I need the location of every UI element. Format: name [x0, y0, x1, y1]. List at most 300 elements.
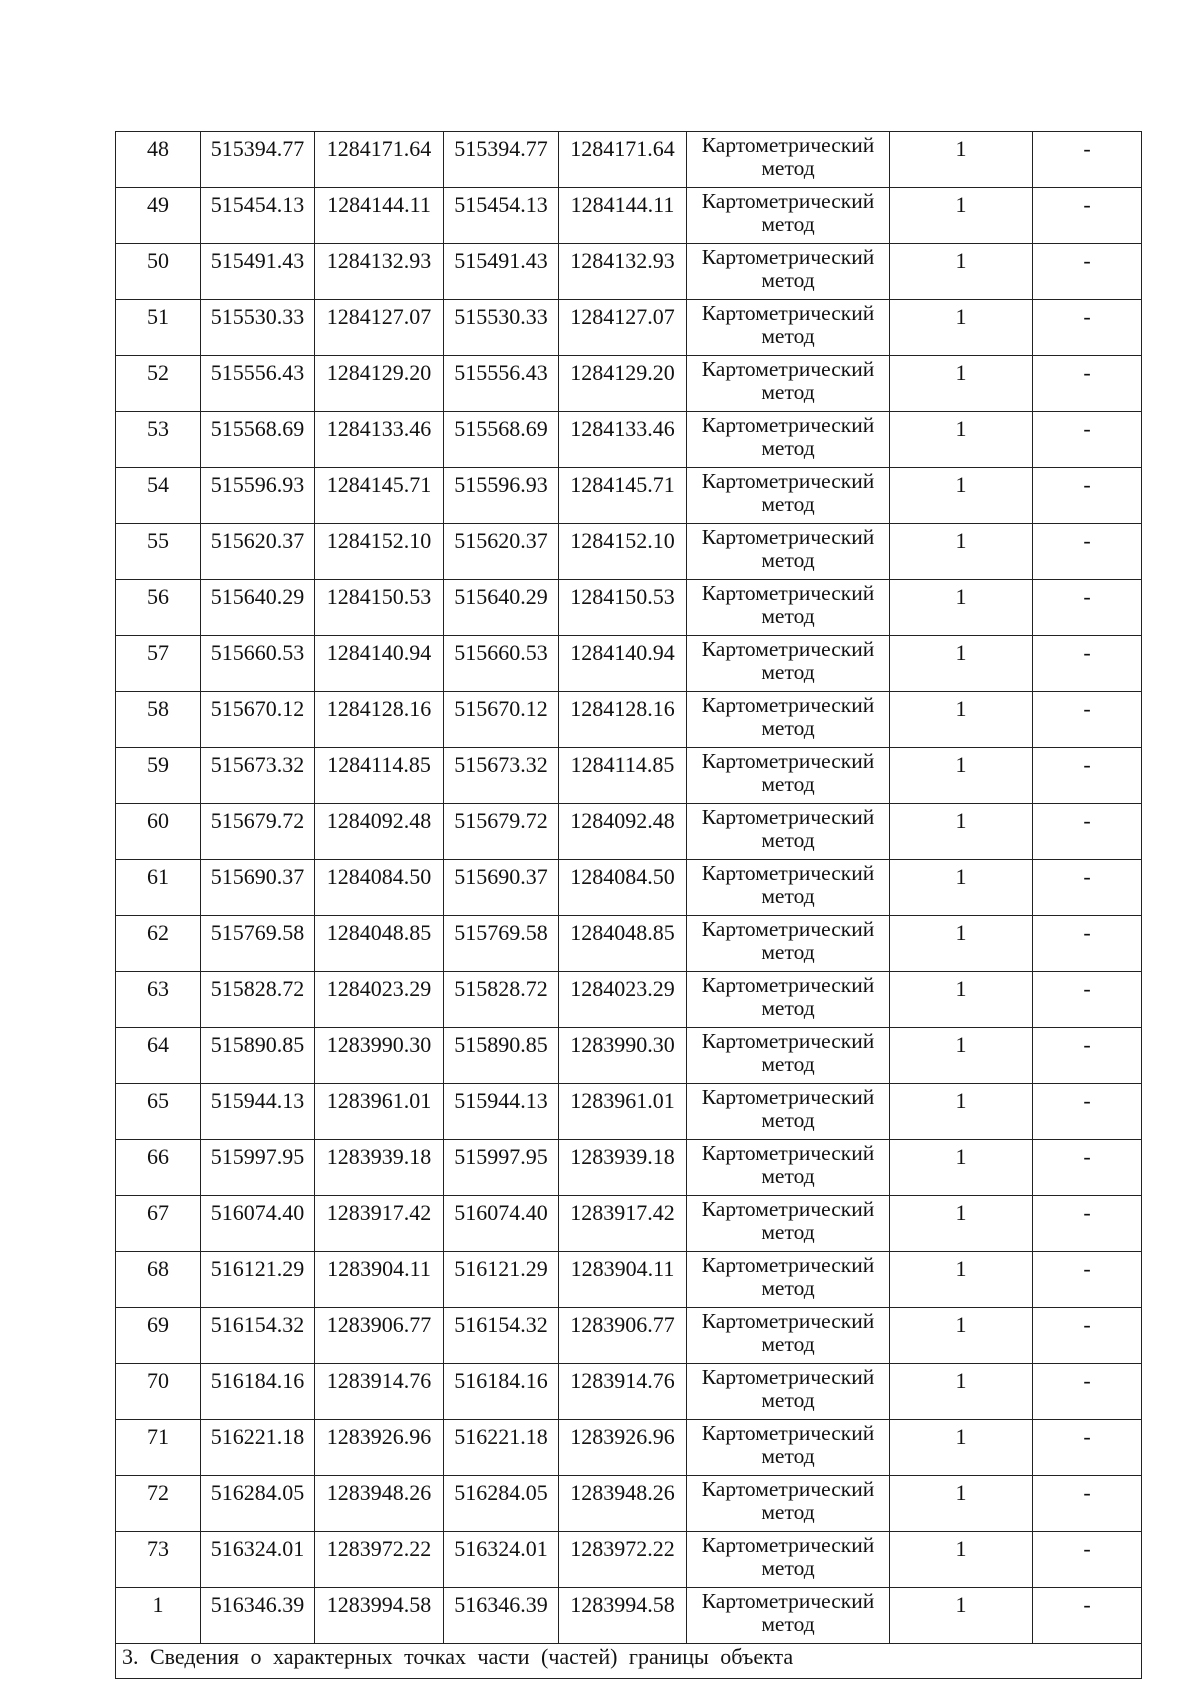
accuracy-cell: 1: [890, 1420, 1033, 1476]
point-number-cell: 49: [116, 188, 201, 244]
method-text: метод: [761, 1220, 815, 1244]
note-cell: -: [1033, 356, 1142, 412]
refined-x-cell: 515670.12: [444, 692, 559, 748]
existing-y-cell: 1284084.50: [315, 860, 444, 916]
existing-y-cell: 1284145.71: [315, 468, 444, 524]
existing-y-cell: 1284129.20: [315, 356, 444, 412]
point-number-cell: 65: [116, 1084, 201, 1140]
table-row: [116, 1084, 1142, 1140]
existing-x-cell: 516324.01: [201, 1532, 315, 1588]
method-cell: [687, 1476, 890, 1532]
refined-x-cell: 516184.16: [444, 1364, 559, 1420]
method-text: Картометрический: [701, 917, 875, 941]
refined-y-cell: 1283990.30: [559, 1028, 687, 1084]
note-cell: -: [1033, 916, 1142, 972]
table-row: [116, 692, 1142, 748]
table-row: [116, 1476, 1142, 1532]
method-text: Картометрический: [701, 749, 875, 773]
method-cell: [687, 804, 890, 860]
refined-x-cell: 516324.01: [444, 1532, 559, 1588]
point-number-cell: 67: [116, 1196, 201, 1252]
note-cell: -: [1033, 1028, 1142, 1084]
existing-x-cell: 516121.29: [201, 1252, 315, 1308]
method-cell: [687, 468, 890, 524]
refined-x-cell: 515828.72: [444, 972, 559, 1028]
accuracy-cell: 1: [890, 1532, 1033, 1588]
table-row: [116, 1140, 1142, 1196]
refined-x-cell: 515530.33: [444, 300, 559, 356]
refined-x-cell: 515454.13: [444, 188, 559, 244]
table-row: [116, 188, 1142, 244]
method-cell: [687, 916, 890, 972]
existing-x-cell: 515556.43: [201, 356, 315, 412]
method-text: Картометрический: [701, 1141, 875, 1165]
accuracy-cell: 1: [890, 1140, 1033, 1196]
note-cell: -: [1033, 188, 1142, 244]
table-row: [116, 636, 1142, 692]
refined-y-cell: 1284144.11: [559, 188, 687, 244]
point-number-cell: 50: [116, 244, 201, 300]
refined-y-cell: 1283914.76: [559, 1364, 687, 1420]
accuracy-cell: 1: [890, 468, 1033, 524]
method-text: Картометрический: [701, 469, 875, 493]
method-text: метод: [761, 940, 815, 964]
point-number-cell: 51: [116, 300, 201, 356]
point-number-cell: 72: [116, 1476, 201, 1532]
existing-x-cell: 515679.72: [201, 804, 315, 860]
note-cell: -: [1033, 1532, 1142, 1588]
refined-y-cell: 1283926.96: [559, 1420, 687, 1476]
existing-y-cell: 1284092.48: [315, 804, 444, 860]
point-number-cell: 55: [116, 524, 201, 580]
accuracy-cell: 1: [890, 1364, 1033, 1420]
method-text: метод: [761, 156, 815, 180]
method-text: метод: [761, 1164, 815, 1188]
method-cell: [687, 356, 890, 412]
table-row: [116, 1364, 1142, 1420]
method-text: метод: [761, 212, 815, 236]
method-cell: [687, 748, 890, 804]
note-cell: -: [1033, 244, 1142, 300]
method-text: Картометрический: [701, 1421, 875, 1445]
point-number-cell: 64: [116, 1028, 201, 1084]
refined-y-cell: 1283961.01: [559, 1084, 687, 1140]
note-cell: -: [1033, 412, 1142, 468]
method-cell: [687, 1028, 890, 1084]
method-cell: [687, 188, 890, 244]
refined-x-cell: 515890.85: [444, 1028, 559, 1084]
refined-y-cell: 1283904.11: [559, 1252, 687, 1308]
note-cell: -: [1033, 524, 1142, 580]
method-cell: [687, 692, 890, 748]
method-text: Картометрический: [701, 1589, 875, 1613]
existing-x-cell: 515944.13: [201, 1084, 315, 1140]
table-body: [116, 132, 1142, 1644]
method-text: метод: [761, 1108, 815, 1132]
point-number-cell: 62: [116, 916, 201, 972]
accuracy-cell: 1: [890, 1252, 1033, 1308]
method-text: метод: [761, 1612, 815, 1636]
existing-x-cell: 515660.53: [201, 636, 315, 692]
existing-y-cell: 1283972.22: [315, 1532, 444, 1588]
method-text: Картометрический: [701, 357, 875, 381]
accuracy-cell: 1: [890, 636, 1033, 692]
method-text: Картометрический: [701, 1533, 875, 1557]
refined-y-cell: 1284133.46: [559, 412, 687, 468]
refined-x-cell: 516346.39: [444, 1588, 559, 1644]
existing-x-cell: 515530.33: [201, 300, 315, 356]
existing-y-cell: 1283990.30: [315, 1028, 444, 1084]
note-cell: -: [1033, 1252, 1142, 1308]
refined-x-cell: 515997.95: [444, 1140, 559, 1196]
table-row: [116, 1028, 1142, 1084]
existing-y-cell: 1283948.26: [315, 1476, 444, 1532]
method-text: метод: [761, 268, 815, 292]
accuracy-cell: 1: [890, 1196, 1033, 1252]
refined-x-cell: 515394.77: [444, 132, 559, 188]
section-heading-row: [116, 1644, 1142, 1679]
accuracy-cell: 1: [890, 1028, 1033, 1084]
existing-y-cell: 1283926.96: [315, 1420, 444, 1476]
note-cell: -: [1033, 1308, 1142, 1364]
method-cell: [687, 244, 890, 300]
existing-y-cell: 1283904.11: [315, 1252, 444, 1308]
refined-x-cell: 515673.32: [444, 748, 559, 804]
method-text: метод: [761, 716, 815, 740]
refined-y-cell: 1284150.53: [559, 580, 687, 636]
point-number-cell: 59: [116, 748, 201, 804]
method-text: метод: [761, 324, 815, 348]
method-text: метод: [761, 1388, 815, 1412]
method-text: Картометрический: [701, 973, 875, 997]
accuracy-cell: 1: [890, 1476, 1033, 1532]
table-row: [116, 1308, 1142, 1364]
method-text: Картометрический: [701, 637, 875, 661]
existing-y-cell: 1283906.77: [315, 1308, 444, 1364]
existing-x-cell: 515568.69: [201, 412, 315, 468]
point-number-cell: 63: [116, 972, 201, 1028]
existing-y-cell: 1284152.10: [315, 524, 444, 580]
method-cell: [687, 1364, 890, 1420]
refined-x-cell: 516284.05: [444, 1476, 559, 1532]
refined-x-cell: 515491.43: [444, 244, 559, 300]
existing-x-cell: 515890.85: [201, 1028, 315, 1084]
refined-x-cell: 515556.43: [444, 356, 559, 412]
method-text: метод: [761, 1556, 815, 1580]
point-number-cell: 69: [116, 1308, 201, 1364]
method-text: метод: [761, 1444, 815, 1468]
existing-y-cell: 1284114.85: [315, 748, 444, 804]
existing-x-cell: 516154.32: [201, 1308, 315, 1364]
refined-x-cell: 515620.37: [444, 524, 559, 580]
existing-x-cell: 515454.13: [201, 188, 315, 244]
existing-x-cell: 515620.37: [201, 524, 315, 580]
table-row: [116, 468, 1142, 524]
existing-y-cell: 1284048.85: [315, 916, 444, 972]
method-text: метод: [761, 604, 815, 628]
table-row: [116, 916, 1142, 972]
method-text: Картометрический: [701, 1477, 875, 1501]
note-cell: -: [1033, 300, 1142, 356]
note-cell: -: [1033, 1084, 1142, 1140]
existing-y-cell: 1283917.42: [315, 1196, 444, 1252]
point-number-cell: 58: [116, 692, 201, 748]
method-text: метод: [761, 772, 815, 796]
table-row: [116, 860, 1142, 916]
accuracy-cell: 1: [890, 132, 1033, 188]
refined-y-cell: 1284128.16: [559, 692, 687, 748]
table-row: [116, 1420, 1142, 1476]
refined-y-cell: 1284145.71: [559, 468, 687, 524]
method-cell: [687, 1196, 890, 1252]
existing-y-cell: 1283994.58: [315, 1588, 444, 1644]
coordinates-table: [115, 131, 1142, 1679]
accuracy-cell: 1: [890, 244, 1033, 300]
refined-y-cell: 1283917.42: [559, 1196, 687, 1252]
refined-y-cell: 1283994.58: [559, 1588, 687, 1644]
note-cell: -: [1033, 1364, 1142, 1420]
accuracy-cell: 1: [890, 1588, 1033, 1644]
refined-y-cell: 1283939.18: [559, 1140, 687, 1196]
existing-x-cell: 515596.93: [201, 468, 315, 524]
table-row: [116, 1532, 1142, 1588]
refined-y-cell: 1284140.94: [559, 636, 687, 692]
note-cell: -: [1033, 1196, 1142, 1252]
existing-x-cell: 515491.43: [201, 244, 315, 300]
note-cell: -: [1033, 636, 1142, 692]
method-text: Картометрический: [701, 1309, 875, 1333]
method-text: Картометрический: [701, 1197, 875, 1221]
point-number-cell: 57: [116, 636, 201, 692]
accuracy-cell: 1: [890, 804, 1033, 860]
existing-y-cell: 1284127.07: [315, 300, 444, 356]
refined-y-cell: 1284129.20: [559, 356, 687, 412]
point-number-cell: 1: [116, 1588, 201, 1644]
point-number-cell: 56: [116, 580, 201, 636]
method-cell: [687, 1420, 890, 1476]
method-cell: [687, 1140, 890, 1196]
note-cell: -: [1033, 1420, 1142, 1476]
method-text: метод: [761, 1276, 815, 1300]
accuracy-cell: 1: [890, 1084, 1033, 1140]
refined-y-cell: 1283906.77: [559, 1308, 687, 1364]
refined-x-cell: 516154.32: [444, 1308, 559, 1364]
point-number-cell: 53: [116, 412, 201, 468]
existing-x-cell: 515828.72: [201, 972, 315, 1028]
point-number-cell: 71: [116, 1420, 201, 1476]
accuracy-cell: 1: [890, 692, 1033, 748]
note-cell: -: [1033, 1476, 1142, 1532]
accuracy-cell: 1: [890, 1308, 1033, 1364]
point-number-cell: 73: [116, 1532, 201, 1588]
method-cell: [687, 132, 890, 188]
note-cell: -: [1033, 580, 1142, 636]
refined-y-cell: 1284092.48: [559, 804, 687, 860]
existing-y-cell: 1284128.16: [315, 692, 444, 748]
method-text: Картометрический: [701, 301, 875, 325]
method-text: метод: [761, 1332, 815, 1356]
point-number-cell: 66: [116, 1140, 201, 1196]
refined-y-cell: 1283972.22: [559, 1532, 687, 1588]
accuracy-cell: 1: [890, 972, 1033, 1028]
note-cell: -: [1033, 132, 1142, 188]
table-row: [116, 748, 1142, 804]
refined-y-cell: 1284084.50: [559, 860, 687, 916]
accuracy-cell: 1: [890, 412, 1033, 468]
method-text: метод: [761, 380, 815, 404]
method-text: метод: [761, 660, 815, 684]
refined-x-cell: 515568.69: [444, 412, 559, 468]
table-row: [116, 300, 1142, 356]
note-cell: -: [1033, 860, 1142, 916]
method-text: Картометрический: [701, 1029, 875, 1053]
method-cell: [687, 972, 890, 1028]
existing-x-cell: 515769.58: [201, 916, 315, 972]
method-text: Картометрический: [701, 1085, 875, 1109]
table-row: [116, 804, 1142, 860]
accuracy-cell: 1: [890, 916, 1033, 972]
table-row: [116, 1252, 1142, 1308]
accuracy-cell: 1: [890, 356, 1033, 412]
existing-y-cell: 1284023.29: [315, 972, 444, 1028]
refined-x-cell: 515640.29: [444, 580, 559, 636]
existing-y-cell: 1284140.94: [315, 636, 444, 692]
refined-y-cell: 1284023.29: [559, 972, 687, 1028]
note-cell: -: [1033, 468, 1142, 524]
method-cell: [687, 1588, 890, 1644]
accuracy-cell: 1: [890, 188, 1033, 244]
method-text: Картометрический: [701, 189, 875, 213]
refined-y-cell: 1283948.26: [559, 1476, 687, 1532]
refined-x-cell: 515679.72: [444, 804, 559, 860]
table-row: [116, 244, 1142, 300]
point-number-cell: 60: [116, 804, 201, 860]
method-cell: [687, 1532, 890, 1588]
note-cell: -: [1033, 804, 1142, 860]
point-number-cell: 54: [116, 468, 201, 524]
method-text: Картометрический: [701, 525, 875, 549]
method-text: Картометрический: [701, 245, 875, 269]
existing-x-cell: 516221.18: [201, 1420, 315, 1476]
method-cell: [687, 1084, 890, 1140]
existing-y-cell: 1284144.11: [315, 188, 444, 244]
existing-x-cell: 515394.77: [201, 132, 315, 188]
method-text: метод: [761, 492, 815, 516]
method-text: Картометрический: [701, 133, 875, 157]
refined-y-cell: 1284127.07: [559, 300, 687, 356]
refined-y-cell: 1284152.10: [559, 524, 687, 580]
existing-x-cell: 515690.37: [201, 860, 315, 916]
existing-y-cell: 1284132.93: [315, 244, 444, 300]
refined-y-cell: 1284048.85: [559, 916, 687, 972]
note-cell: -: [1033, 972, 1142, 1028]
method-text: Картометрический: [701, 805, 875, 829]
table-row: [116, 1196, 1142, 1252]
existing-x-cell: 515670.12: [201, 692, 315, 748]
point-number-cell: 68: [116, 1252, 201, 1308]
note-cell: -: [1033, 1588, 1142, 1644]
existing-y-cell: 1284133.46: [315, 412, 444, 468]
existing-y-cell: 1283961.01: [315, 1084, 444, 1140]
method-cell: [687, 860, 890, 916]
refined-x-cell: 516074.40: [444, 1196, 559, 1252]
method-text: метод: [761, 436, 815, 460]
note-cell: -: [1033, 692, 1142, 748]
accuracy-cell: 1: [890, 524, 1033, 580]
refined-x-cell: 515769.58: [444, 916, 559, 972]
point-number-cell: 61: [116, 860, 201, 916]
table-row: [116, 972, 1142, 1028]
method-text: метод: [761, 884, 815, 908]
section-heading: 3. Сведения о характерных точках части (частей) границы объекта: [116, 1644, 1142, 1679]
method-text: Картометрический: [701, 581, 875, 605]
refined-x-cell: 515690.37: [444, 860, 559, 916]
accuracy-cell: 1: [890, 748, 1033, 804]
existing-x-cell: 516284.05: [201, 1476, 315, 1532]
table-row: [116, 1588, 1142, 1644]
method-text: Картометрический: [701, 413, 875, 437]
refined-y-cell: 1284171.64: [559, 132, 687, 188]
refined-x-cell: 515596.93: [444, 468, 559, 524]
method-text: метод: [761, 828, 815, 852]
method-cell: [687, 524, 890, 580]
existing-y-cell: 1283914.76: [315, 1364, 444, 1420]
method-text: Картометрический: [701, 693, 875, 717]
method-cell: [687, 1252, 890, 1308]
method-text: Картометрический: [701, 1365, 875, 1389]
refined-x-cell: 515944.13: [444, 1084, 559, 1140]
method-text: метод: [761, 1052, 815, 1076]
refined-x-cell: 515660.53: [444, 636, 559, 692]
method-text: метод: [761, 996, 815, 1020]
existing-x-cell: 515997.95: [201, 1140, 315, 1196]
method-cell: [687, 636, 890, 692]
existing-x-cell: 516184.16: [201, 1364, 315, 1420]
existing-x-cell: 515673.32: [201, 748, 315, 804]
point-number-cell: 48: [116, 132, 201, 188]
existing-y-cell: 1284171.64: [315, 132, 444, 188]
table-row: [116, 356, 1142, 412]
point-number-cell: 70: [116, 1364, 201, 1420]
refined-y-cell: 1284132.93: [559, 244, 687, 300]
method-text: Картометрический: [701, 861, 875, 885]
accuracy-cell: 1: [890, 580, 1033, 636]
method-text: Картометрический: [701, 1253, 875, 1277]
existing-y-cell: 1283939.18: [315, 1140, 444, 1196]
existing-x-cell: 515640.29: [201, 580, 315, 636]
note-cell: -: [1033, 748, 1142, 804]
table-row: [116, 412, 1142, 468]
table-row: [116, 132, 1142, 188]
method-cell: [687, 300, 890, 356]
refined-y-cell: 1284114.85: [559, 748, 687, 804]
accuracy-cell: 1: [890, 300, 1033, 356]
method-cell: [687, 1308, 890, 1364]
method-cell: [687, 412, 890, 468]
accuracy-cell: 1: [890, 860, 1033, 916]
refined-x-cell: 516121.29: [444, 1252, 559, 1308]
table-row: [116, 580, 1142, 636]
refined-x-cell: 516221.18: [444, 1420, 559, 1476]
note-cell: -: [1033, 1140, 1142, 1196]
point-number-cell: 52: [116, 356, 201, 412]
existing-x-cell: 516346.39: [201, 1588, 315, 1644]
existing-x-cell: 516074.40: [201, 1196, 315, 1252]
method-cell: [687, 580, 890, 636]
table-row: [116, 524, 1142, 580]
existing-y-cell: 1284150.53: [315, 580, 444, 636]
method-text: метод: [761, 1500, 815, 1524]
